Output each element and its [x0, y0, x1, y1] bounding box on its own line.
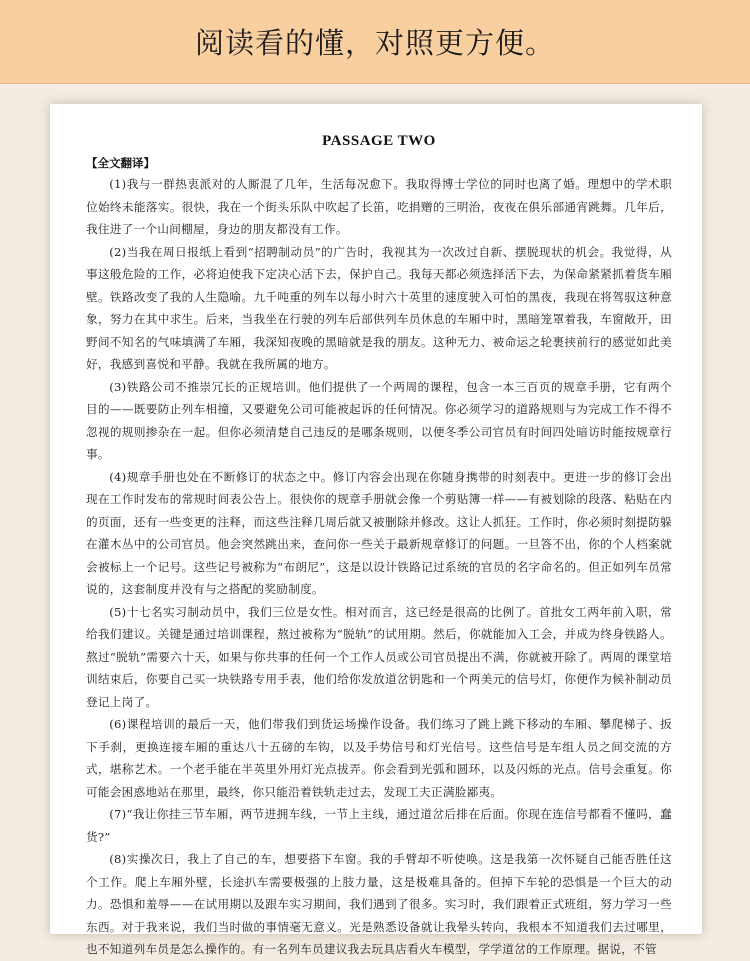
paragraph-7: (7)“我让你挂三节车厢，两节进拥车线，一节上主线，通过道岔后排在后面。你现在连信号都看不懂吗，蠢货?”: [86, 807, 672, 844]
paragraph-5: (5)十七名实习制动员中，我们三位是女性。相对而言，这已经是很高的比例了。首批女工两年前入职，常给我们建议。关键是通过培训课程，熬过被称为“脱轨”的试用期。然后，你就能加入工会，并成为终身铁路人。熬过“脱轨”需要六十天，如果与你共事的任何一个工作人员或公司官员提出不满，你就被开除了。两周的课堂培训结束后，你要自己买一块铁路专用手表，他们给你发放道岔钥匙和一个两美元的信号灯，你便作为候补制动员登记上岗了。: [86, 604, 672, 709]
paragraph-2: (2)当我在周日报纸上看到“招聘制动员”的广告时，我视其为一次改过自新、摆脱现状的机会。我觉得，从事这般危险的工作，必将迫使我下定决心活下去，保护自己。我每天都必须选择活下去，为保命紧紧抓着货车厢壁。铁路改变了我的人生隐喻。九千吨重的列车以每小时六十英里的速度驶入可怕的黑夜，我现在将驾驭这种意象，努力在其中求生。后来，当我坐在行驶的列车后部供列车员休息的车厢中时，黑暗笼罩着我，车窗敞开，田野间不知名的气味填满了车厢，我深知夜晚的黑暗就是我的朋友。这种无力、被命运之轮裹挟前行的感觉如此美好，我感到喜悦和平静。我就在我所属的地方。: [86, 244, 672, 371]
paragraph-3: (3)铁路公司不推崇冗长的正规培训。他们提供了一个两周的课程，包含一本三百页的规章手册，它有两个目的——既要防止列车相撞，又要避免公司可能被起诉的任何情况。你必须学习的道路规则与为完成工作不得不忽视的规则掺杂在一起。但你必须清楚自己违反的是哪条规则，以便冬季公司官员有时间四处暗访时能按规章行事。: [86, 379, 672, 461]
paragraph-6: (6)课程培训的最后一天，他们带我们到货运场操作设备。我们练习了跳上跳下移动的车厢、攀爬梯子、扳下手刹，更换连接车厢的重达八十五磅的车钩，以及手势信号和灯光信号。这些信号是车组人员之间交流的方式，堪称艺术。一个老手能在半英里外用灯光点拔弄。你会看到光弧和圆环，以及闪烁的光点。信号会重复。你可能会困惑地站在那里，最终，你只能沿着铁轨走过去，发现工夫正满脸鄙夷。: [86, 717, 672, 799]
banner-text: 阅读看的懂，对照更方便。: [194, 26, 555, 60]
paragraph-8: (8)实操次日，我上了自己的车，想要搭下车窗。我的手臂却不听使唤。这是我第一次怀疑自己能否胜任这个工作。爬上车厢外壁，长途扒车需要极强的上肢力量，这是极难具备的。但掉下车轮的恐惧是一个巨大的动力。恐惧和羞辱——在试用期以及跟车实习期间，我们遇到了很多。实习时，我们跟着正式班组，努力学习一些东西。对于我来说，我们当时做的事情毫无意义。光是熟悉设备就让我晕头转向，我根本不知道我们去过哪里，也不知道列车员是怎么操作的。有一名列车员建议我去玩具店看火车模型，学学道岔的工作原理。据说，不管: [86, 852, 672, 956]
passage-title: PASSAGE TWO: [322, 133, 436, 149]
section-label: 【全文翻译】: [86, 156, 155, 170]
paragraph-4: (4)规章手册也处在不断修订的状态之中。修订内容会出现在你随身携带的时刻表中。更进一步的修订会出现在工作时发布的常规时间表公告上。很快你的规章手册就会像一个剪贴簿一样——有被划除的段落、粘贴在内的页面，还有一些变更的注释，而这些注释几周后就又被删除并修改。这让人抓狂。工作时，你必须时刻提防躲在灌木丛中的公司官员。他会突然跳出来，查问你一些关于最新规章修订的问题。一旦答不出，你的个人档案就会被标上一个记号。这些记号被称为“布朗尼”，这是以设计铁路记过系统的官员的名字命名的。但正如列车员常说的，这套制度并没有与之搭配的奖励制度。: [86, 469, 672, 596]
paragraph-1: (1)我与一群热衷派对的人厮混了几年，生活每况愈下。我取得博士学位的同时也离了婚。理想中的学术职位始终未能落实。很快，我在一个街头乐队中吹起了长笛，吃捐赠的三明治，夜夜在俱乐部通宵跳舞。几年后，我住进了一个山间棚屋，身边的朋友都没有工作。: [86, 177, 672, 236]
header-banner: [0, 0, 750, 84]
document-page: [50, 104, 702, 956]
